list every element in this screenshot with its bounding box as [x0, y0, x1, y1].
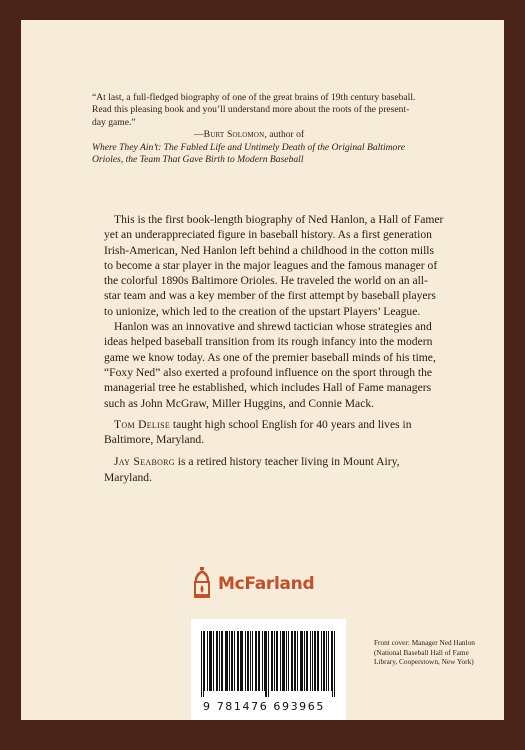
- barcode-bar: [291, 631, 292, 691]
- barcode-bar: [300, 631, 301, 691]
- barcode-bar: [238, 631, 239, 691]
- barcode-bars: [201, 631, 337, 697]
- endorsement-quote: [92, 92, 422, 166]
- quote-book-title: Where They Ain’t: The Fabled Life and Untimely Death of the Original Baltimore Orioles, the Team That Gave Birth to Modern Baseball: [92, 141, 405, 166]
- isbn-number: 9 781476 693965: [203, 700, 325, 713]
- barcode-bar: [201, 631, 202, 697]
- barcode-bar: [280, 631, 281, 691]
- barcode-bar: [203, 631, 204, 697]
- barcode-bar: [286, 631, 287, 691]
- barcode-bar: [264, 631, 265, 691]
- barcode-bar: [331, 631, 332, 691]
- barcode-bar: [219, 631, 220, 691]
- barcode-bar: [295, 631, 296, 691]
- barcode-bar: [276, 631, 277, 691]
- cover-credit: Front cover: Manager Ned Hanlon (National Baseball Hall of Fame Library, Cooperstown, New York): [374, 638, 475, 667]
- barcode-bar: [211, 631, 212, 691]
- barcode-bar: [241, 631, 242, 691]
- barcode-bar: [315, 631, 316, 691]
- barcode-bar: [272, 631, 273, 691]
- barcode-bar: [266, 631, 267, 697]
- author-name-2: Jay Seaborg: [114, 455, 175, 469]
- barcode-bar: [248, 631, 249, 691]
- barcode-bar: [237, 631, 238, 691]
- quote-text: “At last, a full-fledged biography of one of the great brains of 19th century baseball. Read this pleasing book and you’ll understand more about the roots of the present-day game.”: [92, 92, 416, 128]
- author-bio-2: [104, 454, 444, 485]
- publisher-name: McFarland: [218, 574, 315, 594]
- barcode-bar: [328, 631, 329, 691]
- barcode-bar: [306, 631, 307, 691]
- isbn-barcode: [191, 619, 346, 720]
- barcode-bar: [216, 631, 217, 691]
- barcode-bar: [283, 631, 284, 691]
- barcode-bar: [288, 631, 289, 691]
- description-paragraph-2: Hanlon was an innovative and shrewd tactician whose strategies and ideas helped baseball transition from its rough infancy into the modern game we know today. As one of the premier baseball minds of his time, “Foxy Ned” also exerted a profound influence on the sport through the managerial tree he established, which includes Hall of Fame managers such as John McGraw, Miller Huggins, and Connie Mack.: [104, 320, 436, 410]
- barcode-bar: [310, 631, 311, 691]
- author-bio-text-2: is a retired history teacher living in Mount Airy, Maryland.: [104, 455, 400, 484]
- barcode-bar: [258, 631, 259, 691]
- barcode-bar: [229, 631, 230, 691]
- barcode-bar: [265, 631, 266, 697]
- attribution-suffix: , author of: [264, 129, 305, 141]
- barcode-bar: [268, 631, 269, 697]
- barcode-bar: [326, 631, 327, 691]
- barcode-bar: [302, 631, 303, 691]
- barcode-bar: [217, 631, 218, 691]
- barcode-bar: [318, 631, 319, 691]
- barcode-bar: [332, 631, 333, 697]
- barcode-bar: [232, 631, 233, 691]
- author-bio-1: [104, 417, 444, 448]
- barcode-bar: [323, 631, 324, 691]
- barcode-bar: [307, 631, 308, 691]
- barcode-bar: [240, 631, 241, 691]
- barcode-bar: [221, 631, 222, 691]
- barcode-bar: [301, 631, 302, 691]
- barcode-bar: [321, 631, 322, 691]
- attribution-name: Burt Solomon: [203, 129, 265, 141]
- barcode-bar: [245, 631, 246, 691]
- barcode-bar: [227, 631, 228, 691]
- barcode-bar: [210, 631, 211, 691]
- description-paragraph-1: This is the first book-length biography of Ned Hanlon, a Hall of Famer yet an underappreciated figure in baseball history. As a first generation Irish-American, Ned Hanlon left behind a childhood in the cotton mills to become a star player in the major leagues and the famous manager of the colorful 1890s Baltimore Orioles. He traveled the world on an all-star team and was a key member of the first attempt by baseball players to unionize, which led to the creation of the upstart Players’ League.: [104, 213, 444, 318]
- barcode-bar: [304, 631, 305, 691]
- barcode-bar: [204, 631, 205, 691]
- barcode-bar: [222, 631, 223, 691]
- barcode-bar: [256, 631, 257, 691]
- barcode-bar: [259, 631, 260, 691]
- barcode-bar: [317, 631, 318, 691]
- quote-attribution: [194, 129, 422, 141]
- barcode-bar: [226, 631, 227, 691]
- lantern-icon: [190, 565, 214, 601]
- barcode-bar: [242, 631, 243, 691]
- barcode-bar: [262, 631, 263, 691]
- barcode-bar: [231, 631, 232, 691]
- barcode-bar: [213, 631, 214, 691]
- barcode-bar: [207, 631, 208, 691]
- publisher-logo: [190, 565, 350, 605]
- barcode-bar: [297, 631, 298, 691]
- barcode-bar: [312, 631, 313, 691]
- barcode-bar: [209, 631, 210, 691]
- barcode-bar: [294, 631, 295, 691]
- barcode-bar: [271, 631, 272, 691]
- barcode-bar: [277, 631, 278, 691]
- barcode-bar: [284, 631, 285, 691]
- barcode-bar: [225, 631, 226, 691]
- barcode-bar: [234, 631, 235, 691]
- barcode-bar: [334, 631, 335, 697]
- barcode-bar: [247, 631, 248, 691]
- barcode-bar: [324, 631, 325, 691]
- barcode-bar: [314, 631, 315, 691]
- barcode-bar: [282, 631, 283, 691]
- barcode-bar: [274, 631, 275, 691]
- barcode-bar: [250, 631, 251, 691]
- barcode-bar: [292, 631, 293, 691]
- author-bio-text-1: taught high school English for 40 years and lives in Baltimore, Maryland.: [104, 417, 412, 447]
- barcode-bar: [252, 631, 253, 691]
- author-name-1: Tom Delise: [114, 417, 171, 431]
- book-description: [104, 212, 444, 485]
- attribution-dash: —: [194, 129, 204, 141]
- barcode-bar: [255, 631, 256, 691]
